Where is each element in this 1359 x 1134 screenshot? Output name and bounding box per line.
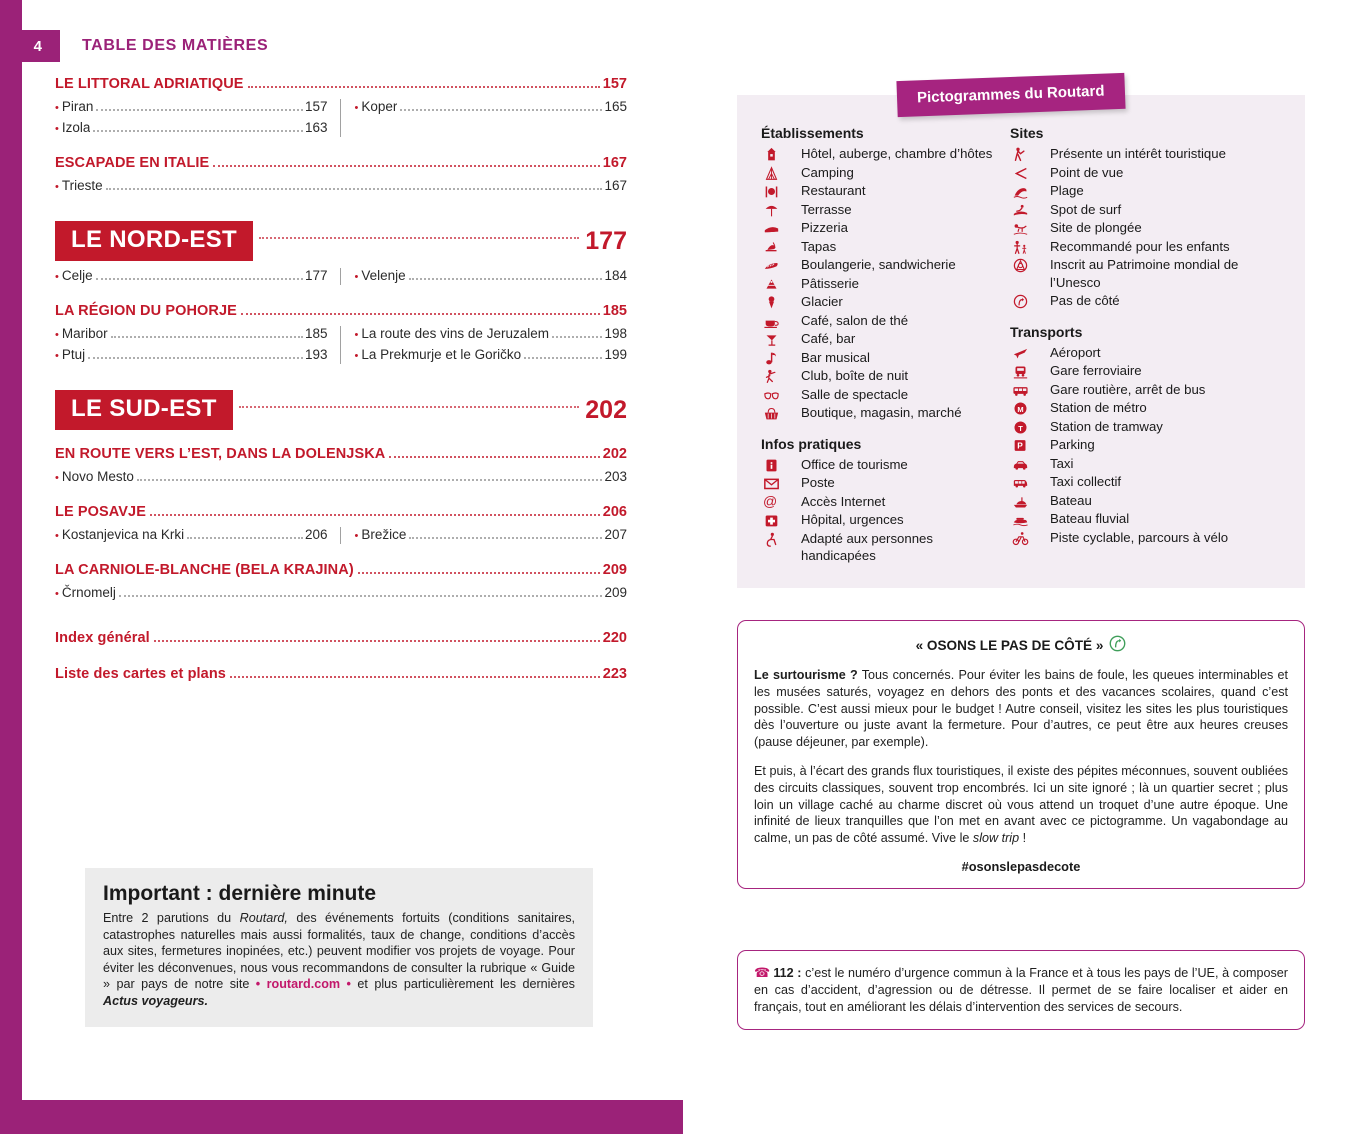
left-magenta-bar — [0, 0, 22, 1100]
taxi-car-icon — [1008, 455, 1050, 472]
pictogram-item — [759, 145, 998, 163]
bullet-icon: • — [55, 329, 59, 341]
pictogram-label: Office de tourisme — [801, 456, 908, 472]
pictogram-label: Recommandé pour les enfants — [1050, 238, 1230, 254]
toc-major-section[interactable] — [55, 221, 627, 261]
pictograms-body — [737, 95, 1305, 588]
pictogram-column — [1008, 125, 1283, 566]
toc-entry-name: La Prekmurje et le Goričko — [361, 347, 522, 362]
pictogram-label: Restaurant — [801, 183, 866, 198]
pictogram-label: Inscrit au Patrimoine mondial de l’Unesco — [1050, 257, 1239, 290]
dot-leader — [137, 479, 603, 481]
pictogram-item — [759, 219, 998, 237]
toc-entry-page: 167 — [604, 178, 627, 193]
dot-leader — [119, 595, 603, 597]
pictogram-label: Hôpital, urgences — [801, 512, 904, 527]
pictogram-label: Site de plongée — [1050, 220, 1142, 235]
viewpoint-icon — [1008, 164, 1050, 181]
toc-section-title: LA CARNIOLE-BLANCHE (BELA KRAJINA) — [55, 562, 354, 578]
wheelchair-icon — [759, 530, 801, 547]
osons-le-pas-de-cote-box — [737, 620, 1305, 889]
river-boat-icon — [1008, 510, 1050, 527]
toc-entry[interactable] — [55, 324, 328, 345]
pictogram-group-heading: Sites — [1010, 125, 1044, 141]
pictogram-item — [1008, 529, 1283, 547]
toc-entry[interactable] — [355, 266, 628, 287]
pictogram-item — [759, 530, 998, 565]
osons-paragraph-1: Le surtourisme ? Tous concernés. Pour éviter les bains de foule, les queues interminables et les musées saturés, voyagez en dehors des ponts et des vacances scolaires, quand c’est possible. C’est aussi mieux pour le budget ! Autre conseil, visitez les sites les plus touristiques dès l’ouverture ou juste avant la fermeture. Pour d’autres, ce peut être aux heures creuses (pause déjeuner, par exemple). — [754, 668, 1289, 750]
dot-leader — [358, 572, 600, 574]
pictograms-ribbon-title: Pictogrammes du Routard — [896, 73, 1125, 117]
tourist-interest-icon — [1008, 145, 1050, 162]
pictogram-label: Club, boîte de nuit — [801, 368, 909, 383]
toc-entry[interactable] — [55, 118, 328, 139]
toc-entry-page: 207 — [604, 527, 627, 542]
toc-entry-list — [55, 583, 627, 604]
toc-entry[interactable] — [55, 467, 627, 488]
toc-section-title: LE POSAVJE — [55, 504, 146, 520]
dot-leader — [93, 130, 303, 132]
pictogram-label: Taxi — [1050, 455, 1074, 471]
dot-leader — [106, 188, 603, 190]
toc-section-title: EN ROUTE VERS L’EST, DANS LA DOLENJSKA — [55, 446, 386, 462]
toc-major-title: LE SUD-EST — [55, 390, 233, 430]
toc-column-left — [55, 97, 340, 139]
pictogram-item — [1008, 201, 1283, 219]
toc-entry-name: La route des vins de Jeruzalem — [361, 326, 549, 341]
pictogram-label: Présente un intérêt touristique — [1050, 146, 1226, 161]
column-divider — [340, 527, 341, 544]
dot-leader — [111, 336, 303, 338]
pictogram-label: Café, bar — [801, 331, 856, 346]
bullet-icon: • — [55, 350, 59, 362]
bakery-baguette-icon — [759, 256, 801, 273]
toc-major-page: 177 — [585, 226, 627, 255]
toc-entry[interactable] — [355, 324, 628, 345]
surf-icon — [1008, 201, 1050, 218]
pictogram-item — [1008, 219, 1283, 237]
dot-leader — [400, 109, 602, 111]
pictogram-item — [759, 238, 998, 256]
pictograms-panel — [737, 82, 1305, 588]
pictogram-label: Piste cyclable, parcours à vélo — [1050, 529, 1229, 545]
shopping-basket-icon — [759, 404, 801, 421]
toc-tail — [55, 630, 627, 682]
pictogram-item — [1008, 256, 1283, 291]
dot-leader — [88, 357, 303, 359]
svg-text:T: T — [1018, 423, 1023, 433]
dot-leader — [389, 456, 599, 458]
telephone-icon: ☎ — [754, 965, 771, 980]
emergency-text: ☎ 112 : c’est le numéro d’urgence commun à la France et à tous les pays de l’UE, à composer en cas d’accident, d’agression ou de détresse. Il permet de se faire localiser et aider en français, tout en améliorant les délais d’intervention des services de secours. — [754, 965, 1288, 1014]
toc-entry[interactable] — [55, 266, 328, 287]
page-title: TABLE DES MATIÈRES — [82, 37, 269, 54]
bullet-icon: • — [55, 530, 59, 542]
toc-section[interactable] — [55, 446, 627, 462]
pictogram-item — [759, 256, 998, 274]
pictogram-label: Taxi collectif — [1050, 474, 1122, 489]
dot-leader — [409, 278, 603, 280]
emergency-number: 112 : — [773, 966, 802, 980]
pictogram-label: Point de vue — [1050, 164, 1124, 180]
toc-tail-title: Index général — [55, 630, 150, 646]
toc-entry-columns — [55, 324, 627, 366]
toc-section-title: LE LITTORAL ADRIATIQUE — [55, 76, 244, 92]
toc-entry-columns — [55, 266, 627, 287]
pictogram-item — [759, 404, 998, 422]
cocktail-glass-icon — [759, 330, 801, 347]
pictogram-item — [1008, 473, 1283, 491]
boat-icon — [1008, 492, 1050, 509]
pictogram-label: Gare routière, arrêt de bus — [1050, 381, 1206, 397]
toc-column-right — [341, 324, 628, 366]
pictogram-label: Terrasse — [801, 201, 852, 217]
pictogram-item — [1008, 510, 1283, 528]
toc-entry-name: Celje — [61, 268, 93, 283]
toc-entry-page: 193 — [304, 347, 328, 362]
bullet-icon: • — [354, 271, 359, 283]
toc-entry-page: 184 — [604, 268, 627, 283]
pas-de-cote-icon — [1109, 635, 1126, 655]
svg-text:P: P — [1017, 440, 1023, 451]
hotel-icon — [759, 145, 801, 162]
table-of-contents — [55, 76, 627, 682]
pictogram-group-heading: Transports — [1010, 323, 1083, 340]
toc-section-page: 167 — [602, 155, 627, 171]
toc-entry-name: Črnomelj — [61, 585, 116, 600]
toc-section[interactable] — [55, 562, 627, 578]
toc-column-right — [341, 525, 628, 546]
toc-entry[interactable] — [355, 97, 628, 118]
toc-entry-page: 199 — [604, 347, 627, 362]
dot-leader — [524, 357, 602, 359]
toc-entry-name: Velenje — [361, 268, 406, 283]
pictogram-item — [759, 386, 998, 404]
toc-entry-name: Izola — [61, 120, 91, 135]
pictogram-item — [1008, 381, 1283, 399]
restaurant-cutlery-icon — [759, 182, 801, 199]
pictogram-label: Station de tramway — [1050, 418, 1163, 434]
bullet-icon: • — [55, 102, 59, 114]
toc-entry-name: Koper — [361, 99, 398, 114]
toc-entry-page: 198 — [604, 326, 627, 341]
toc-section-page: 157 — [602, 76, 627, 92]
toc-entry[interactable] — [55, 525, 328, 546]
pictogram-item — [1008, 292, 1283, 310]
pictogram-column — [759, 125, 998, 566]
toc-entry-name: Kostanjevica na Krki — [61, 527, 185, 542]
pictogram-item — [1008, 362, 1283, 380]
toc-entry-name: Ptuj — [61, 347, 86, 362]
bullet-icon: • — [354, 102, 359, 114]
pictogram-label: Bateau fluvial — [1050, 511, 1130, 526]
toc-section-page: 206 — [602, 504, 627, 520]
toc-entry-list — [55, 176, 627, 197]
dancer-icon — [759, 367, 801, 384]
toc-section[interactable] — [55, 155, 627, 171]
pictogram-group-heading: Établissements — [761, 125, 864, 141]
toc-entry[interactable] — [55, 176, 627, 197]
pictogram-label: Spot de surf — [1050, 201, 1122, 217]
pictogram-label: Glacier — [801, 294, 843, 309]
terrace-parasol-icon — [759, 201, 801, 218]
pictogram-label: Plage — [1050, 183, 1084, 198]
pictogram-item — [1008, 436, 1283, 454]
pictogram-label: Parking — [1050, 437, 1095, 452]
pictogram-label: Pizzeria — [801, 220, 848, 235]
toc-entry-list — [55, 467, 627, 488]
pictogram-item — [759, 164, 998, 182]
ice-cream-icon — [759, 293, 801, 310]
osons-lead: Le surtourisme ? — [754, 668, 858, 682]
pizzeria-icon — [759, 219, 801, 236]
toc-entry-name: Novo Mesto — [61, 469, 134, 484]
pictogram-label: Poste — [801, 475, 835, 490]
pictogram-label: Camping — [801, 164, 854, 180]
toc-column-right — [341, 266, 628, 287]
pictogram-label: Adapté aux personnes handicapées — [801, 530, 933, 563]
svg-text:M: M — [1017, 404, 1024, 414]
tram-t-icon — [1008, 418, 1050, 435]
page-header — [0, 30, 268, 62]
bullet-icon: • — [354, 350, 359, 362]
pictogram-label: Gare ferroviaire — [1050, 363, 1142, 378]
osons-title — [754, 635, 1288, 655]
toc-section[interactable] — [55, 76, 627, 92]
toc-entry-name: Maribor — [61, 326, 108, 341]
shared-taxi-van-icon — [1008, 473, 1050, 490]
toc-entry-page: 177 — [304, 268, 328, 283]
important-text: Entre 2 parutions du Routard, des événements fortuits (conditions sanitaires, catastrophes naturelles mais aussi formalités, taux de change, conditions d’accès aux sites, fermetures inopinées, etc.) peuvent modifier vos projets de voyage. Pour éviter les déconvenues, nous vous recommandons de consulter la rubrique « Guide » par pays de notre site • routard.com • et plus particulièrement les dernières Actus voyageurs. — [103, 911, 575, 1008]
pictogram-label: Bateau — [1050, 492, 1092, 508]
pictogram-label: Boutique, magasin, marché — [801, 405, 962, 420]
pictogram-item — [1008, 399, 1283, 417]
pictogram-label: Aéroport — [1050, 344, 1101, 360]
toc-column-left — [55, 324, 340, 366]
toc-entry-columns — [55, 97, 627, 139]
pictogram-item — [1008, 418, 1283, 436]
toc-entry[interactable] — [55, 97, 328, 118]
important-box — [85, 868, 593, 1027]
bullet-icon: • — [55, 181, 59, 193]
routard-italic: Routard, — [239, 911, 288, 925]
toc-section[interactable] — [55, 504, 627, 520]
toc-entry-name: Trieste — [61, 178, 103, 193]
camping-tent-icon — [759, 164, 801, 181]
column-divider — [340, 268, 341, 285]
toc-entry-page: 165 — [604, 99, 627, 114]
dot-leader — [96, 278, 303, 280]
bullet-icon: • — [354, 329, 359, 341]
toc-entry-page: 163 — [304, 120, 328, 135]
pictogram-item — [759, 474, 998, 492]
pastry-cake-icon — [759, 275, 801, 292]
toc-section-page: 185 — [602, 303, 627, 319]
pictogram-label: Pâtisserie — [801, 275, 859, 291]
pictogram-label: Tapas — [801, 238, 837, 254]
column-divider — [340, 99, 341, 137]
unesco-icon — [1008, 256, 1050, 273]
toc-entry-page: 203 — [604, 469, 627, 484]
toc-section-page: 209 — [602, 562, 627, 578]
beach-icon — [1008, 182, 1050, 199]
actus-voyageurs: Actus voyageurs. — [103, 993, 208, 1008]
emergency-number-box — [737, 950, 1305, 1030]
toc-tail-title: Liste des cartes et plans — [55, 666, 226, 682]
pictogram-item — [759, 330, 998, 348]
pictogram-item — [1008, 145, 1283, 163]
toc-tail-page: 223 — [602, 666, 627, 682]
pictogram-label: Hôtel, auberge, chambre d’hôtes — [801, 146, 993, 161]
pictogram-item — [759, 293, 998, 311]
children-icon — [1008, 238, 1050, 255]
pictogram-label: Pas de côté — [1050, 293, 1120, 308]
pictogram-label: Salle de spectacle — [801, 386, 909, 402]
dot-leader — [187, 537, 303, 539]
pictogram-item — [759, 275, 998, 293]
pictogram-item — [1008, 238, 1283, 256]
bus-icon — [1008, 381, 1050, 398]
pictogram-item — [1008, 182, 1283, 200]
bullet-icon: • — [55, 472, 59, 484]
diving-icon — [1008, 219, 1050, 236]
dot-leader — [259, 237, 579, 239]
toc-column-right — [341, 97, 628, 139]
pictogram-item — [1008, 344, 1283, 362]
toc-entry[interactable] — [55, 583, 627, 604]
toc-entry-page: 185 — [304, 326, 328, 341]
dot-leader — [241, 313, 600, 315]
toc-section[interactable] — [55, 303, 627, 319]
bullet-icon: • — [55, 271, 59, 283]
information-icon — [759, 456, 801, 473]
dot-leader — [409, 537, 602, 539]
dot-leader — [150, 514, 600, 516]
toc-entry-name: Piran — [61, 99, 94, 114]
airplane-icon — [1008, 344, 1050, 361]
toc-section-page: 202 — [602, 446, 627, 462]
music-note-icon — [759, 349, 801, 366]
pictogram-label: Accès Internet — [801, 493, 886, 509]
pictogram-label: Boulangerie, sandwicherie — [801, 257, 956, 272]
pictogram-item — [759, 511, 998, 529]
metro-m-icon — [1008, 399, 1050, 416]
pictogram-label: Café, salon de thé — [801, 312, 909, 328]
pictogram-item — [759, 456, 998, 474]
train-icon — [1008, 362, 1050, 379]
pictogram-item — [759, 367, 998, 385]
pictogram-item — [759, 312, 998, 330]
parking-p-icon — [1008, 436, 1050, 453]
pictogram-item — [759, 349, 998, 367]
toc-entry-name: Brežice — [361, 527, 407, 542]
pictogram-item — [759, 493, 998, 511]
dot-leader — [213, 165, 599, 167]
pictogram-item — [759, 201, 998, 219]
toc-major-section[interactable] — [55, 390, 627, 430]
toc-entry-columns — [55, 525, 627, 546]
dot-leader — [154, 640, 600, 642]
toc-major-title: LE NORD-EST — [55, 221, 253, 261]
osons-hashtag: #osonslepasdecote — [961, 858, 1081, 874]
at-sign-icon: @ — [763, 492, 778, 509]
pictogram-label: Bar musical — [801, 349, 870, 365]
column-divider — [340, 326, 341, 364]
bicycle-icon — [1008, 529, 1050, 546]
toc-entry[interactable] — [355, 345, 628, 366]
osons-paragraph-2: Et puis, à l’écart des grands flux touristiques, il existe des pépites méconnues, souvent oubliées des circuits classiques, souvent trop encombrés. Ici un site ignoré ; là un quartier secret ; plus loin un village caché au charme discret où vous attend un troquet d’une autre époque. Une infinité de lieux tranquilles que l’on met en avant avec ce pictogramme. Un vagabondage au calme, un pas de côté assumé. Vive le slow trip ! — [754, 763, 1288, 846]
dot-leader — [248, 86, 600, 88]
hospital-cross-icon — [759, 511, 801, 528]
toc-column-left — [55, 266, 340, 287]
pictogram-item — [759, 182, 998, 200]
toc-tail-page: 220 — [602, 630, 627, 646]
osons-title-text: « OSONS LE PAS DE CÔTÉ » — [915, 637, 1104, 653]
dot-leader — [552, 336, 603, 338]
page-number: 4 — [0, 30, 60, 62]
toc-entry-page: 206 — [304, 527, 328, 542]
tea-cup-icon — [759, 312, 801, 329]
bullet-icon: • — [55, 588, 59, 600]
dot-leader — [230, 676, 600, 678]
toc-major-page: 202 — [585, 395, 627, 424]
theatre-masks-icon — [759, 386, 801, 403]
pictogram-label: Station de métro — [1050, 400, 1147, 415]
toc-entry[interactable] — [355, 525, 628, 546]
routard-link[interactable]: • routard.com • — [255, 977, 351, 991]
pictogram-item — [1008, 455, 1283, 473]
toc-section-title: LA RÉGION DU POHORJE — [55, 303, 237, 319]
important-title: Important : dernière minute — [103, 882, 377, 905]
dot-leader — [96, 109, 303, 111]
envelope-icon — [759, 474, 801, 491]
pictogram-item — [1008, 164, 1283, 182]
bullet-icon: • — [55, 123, 59, 135]
toc-entry[interactable] — [55, 345, 328, 366]
toc-section-title: ESCAPADE EN ITALIE — [55, 155, 210, 171]
toc-tail-item[interactable] — [55, 666, 627, 682]
toc-tail-item[interactable] — [55, 630, 627, 646]
dot-leader — [239, 406, 580, 408]
toc-column-left — [55, 525, 340, 546]
bottom-magenta-bar — [0, 1100, 683, 1134]
toc-entry-page: 157 — [304, 99, 328, 114]
pas-de-cote-icon — [1008, 292, 1050, 309]
pictogram-item — [1008, 492, 1283, 510]
pictogram-group-heading: Infos pratiques — [761, 435, 862, 452]
bullet-icon: • — [354, 530, 359, 542]
toc-entry-page: 209 — [604, 585, 627, 600]
tapas-icon — [759, 238, 801, 255]
